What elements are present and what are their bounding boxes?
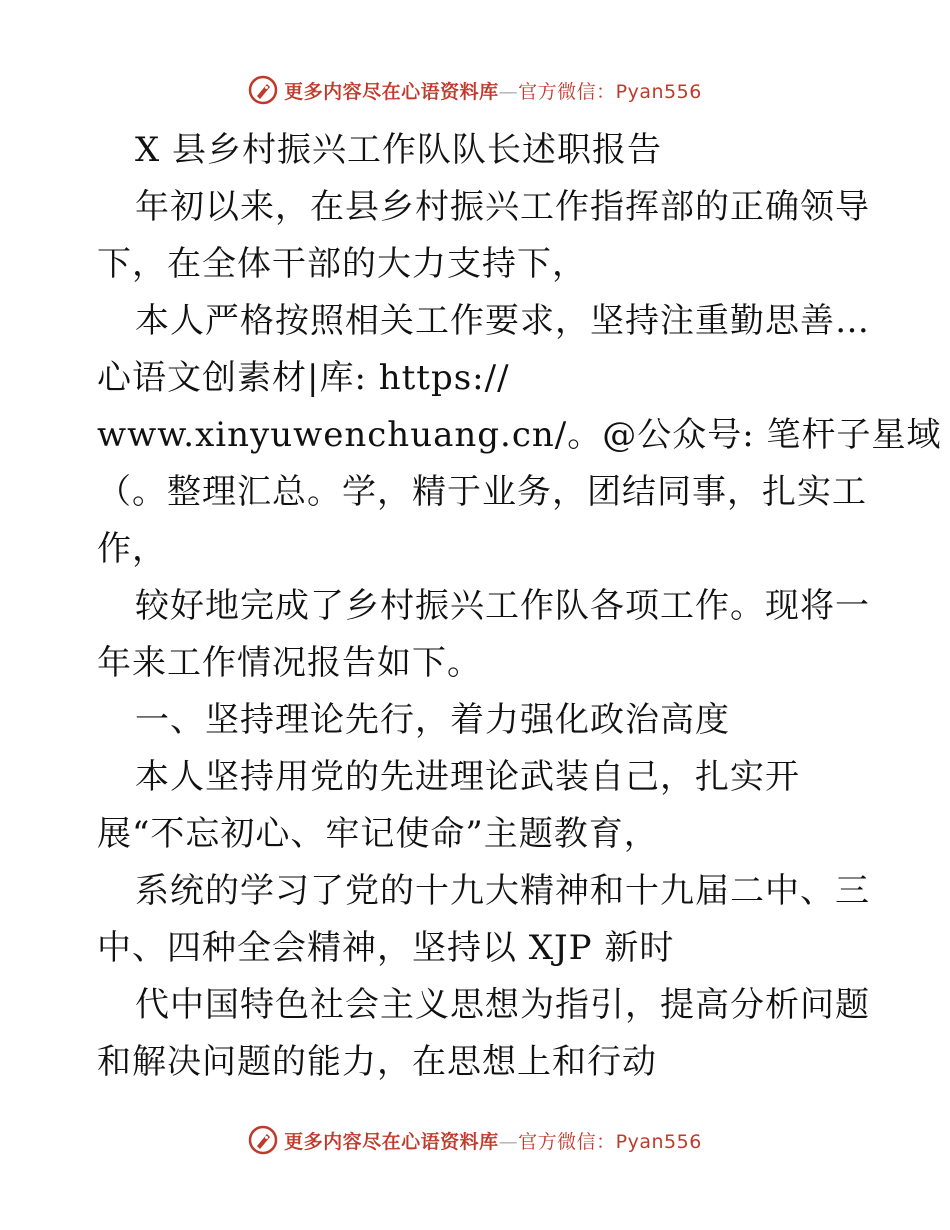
pen-nib-circle-icon xyxy=(248,75,278,105)
banner-brand-text: 更多内容尽在心语资料库 xyxy=(284,80,499,103)
paragraph-line: 中、四种全会精神，坚持以 XJP 新时 xyxy=(97,928,675,968)
paragraph-line: 年初以来，在县乡村振兴工作指挥部的正确领导 xyxy=(135,187,870,227)
paragraph-line: 心语文创素材|库: https:// xyxy=(97,358,510,398)
document-title: X 县乡村振兴工作队队长述职报告 xyxy=(135,130,663,170)
footer-watermark-banner xyxy=(0,1120,950,1160)
banner-text xyxy=(284,77,702,104)
paragraph-line: www.xinyuwenchuang.cn/。@公众号: 笔杆子星域 xyxy=(97,415,942,455)
banner-contact-text: 官方微信：Pyan556 xyxy=(518,1130,702,1153)
document-body xyxy=(97,122,942,1091)
banner-brand-text: 更多内容尽在心语资料库 xyxy=(284,1130,499,1153)
header-watermark-banner xyxy=(0,70,950,110)
paragraph-line: 下，在全体干部的大力支持下， xyxy=(97,244,587,284)
paragraph-line: 本人严格按照相关工作要求，坚持注重勤思善… xyxy=(135,301,870,341)
banner-dash: — xyxy=(498,1130,519,1153)
paragraph-line: 较好地完成了乡村振兴工作队各项工作。现将一 xyxy=(135,586,870,626)
paragraph-line: 代中国特色社会主义思想为指引，提高分析问题 xyxy=(135,985,870,1025)
paragraph-line: （。整理汇总。学，精于业务，团结同事，扎实工 xyxy=(97,472,867,512)
banner-text xyxy=(284,1127,702,1154)
banner-dash: — xyxy=(498,80,519,103)
banner-contact-text: 官方微信：Pyan556 xyxy=(518,80,702,103)
pen-nib-circle-icon xyxy=(248,1125,278,1155)
paragraph-line: 年来工作情况报告如下。 xyxy=(97,643,482,683)
paragraph-line: 和解决问题的能力，在思想上和行动 xyxy=(97,1042,657,1082)
paragraph-line: 作， xyxy=(97,529,167,569)
paragraph-line: 系统的学习了党的十九大精神和十九届二中、三 xyxy=(135,871,870,911)
section-heading: 一、坚持理论先行，着力强化政治高度 xyxy=(135,700,730,740)
paragraph-line: 展“不忘初心、牢记使命”主题教育， xyxy=(97,814,659,854)
paragraph-line: 本人坚持用党的先进理论武装自己，扎实开 xyxy=(135,757,800,797)
